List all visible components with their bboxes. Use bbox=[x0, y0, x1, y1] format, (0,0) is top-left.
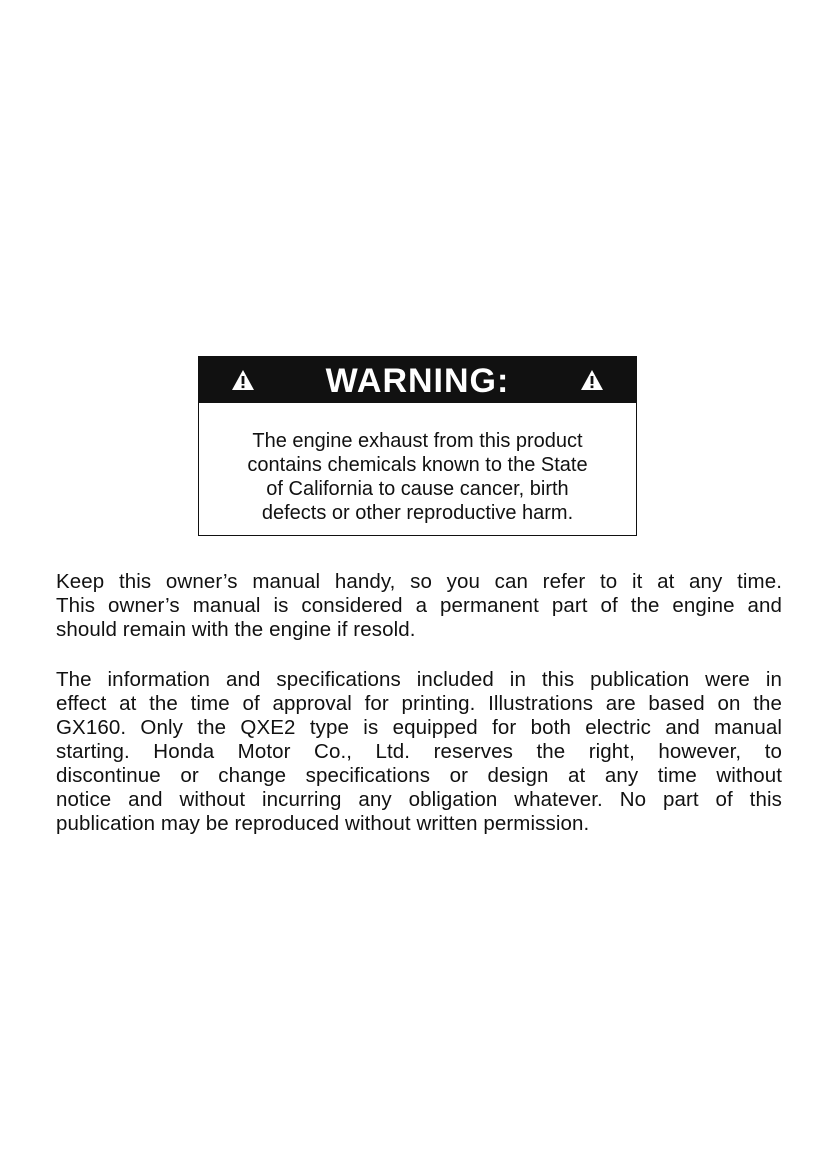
paragraph-line: starting. Honda Motor Co., Ltd. reserves the right, however, to bbox=[56, 740, 782, 763]
paragraph-line: discontinue or change specifications or design at any time without bbox=[56, 764, 782, 787]
warning-body-line: The engine exhaust from this product bbox=[252, 430, 583, 452]
paragraph-line: The information and specifications included in this publication were in bbox=[56, 668, 782, 691]
specifications-paragraph bbox=[56, 668, 782, 836]
paragraph-line: GX160. Only the QXE2 type is equipped for both electric and manual bbox=[56, 716, 782, 739]
paragraph-line: should remain with the engine if resold. bbox=[56, 618, 416, 641]
warning-box bbox=[198, 356, 637, 536]
paragraph-line: notice and without incurring any obligation whatever. No part of this bbox=[56, 788, 782, 811]
warning-title: WARNING: bbox=[325, 362, 510, 400]
paragraph-line: Keep this owner’s manual handy, so you can refer to it at any time. bbox=[56, 570, 782, 593]
warning-body-line: contains chemicals known to the State bbox=[247, 454, 588, 476]
warning-body bbox=[199, 403, 636, 525]
manual-notice-paragraph bbox=[56, 570, 782, 642]
warning-body-line: of California to cause cancer, birth bbox=[266, 478, 569, 500]
paragraph-line: publication may be reproduced without written permission. bbox=[56, 812, 590, 835]
paragraph-line: This owner’s manual is considered a permanent part of the engine and bbox=[56, 594, 782, 617]
warning-header bbox=[199, 357, 636, 403]
paragraph-line: effect at the time of approval for printing. Illustrations are based on the bbox=[56, 692, 782, 715]
warning-triangle-icon bbox=[580, 369, 604, 391]
warning-body-line: defects or other reproductive harm. bbox=[261, 502, 574, 524]
